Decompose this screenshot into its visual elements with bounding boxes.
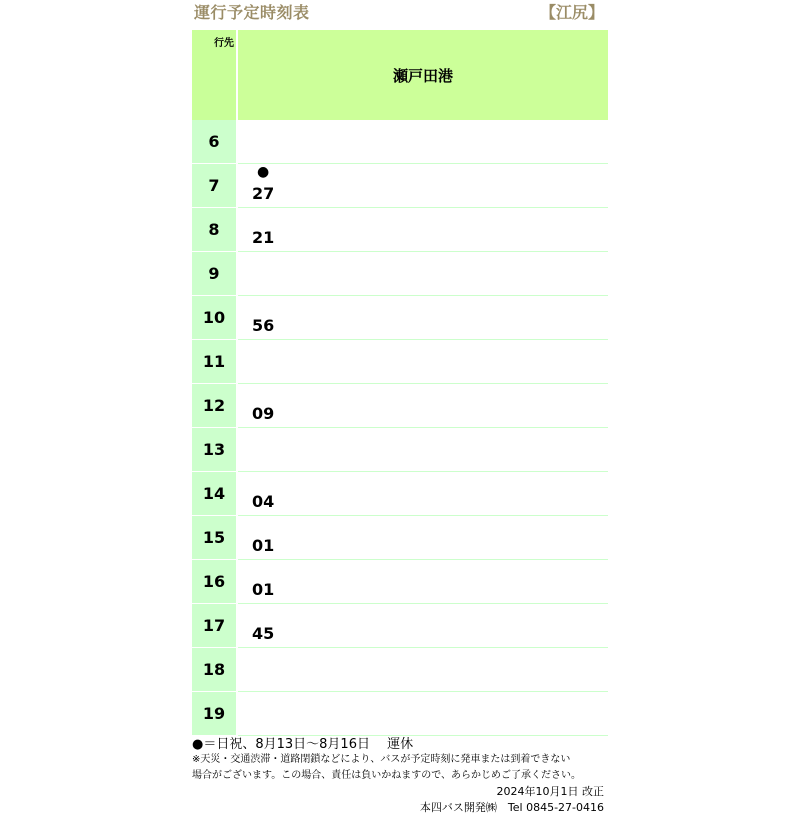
hour-cell: 6 <box>192 120 237 164</box>
minutes-cell <box>237 384 608 428</box>
departure <box>252 384 282 427</box>
timetable-row <box>192 164 608 208</box>
departure-minute: 45 <box>252 624 275 643</box>
timetable-row <box>192 472 608 516</box>
title-row <box>192 0 608 30</box>
disclaimer-line-2: 場合がございます。この場合、責任は負いかねますので、あらかじめご了承ください。 <box>192 770 581 781</box>
departure-minute: 27 <box>252 184 275 203</box>
departure <box>252 472 282 515</box>
minutes-cell <box>237 164 608 208</box>
timetable-row <box>192 208 608 252</box>
destination-label-cell <box>192 30 237 120</box>
minutes-cell <box>237 560 608 604</box>
minutes-cell <box>237 692 608 736</box>
departure <box>252 428 282 471</box>
minutes-cell <box>237 296 608 340</box>
departure <box>252 692 282 735</box>
timetable-row <box>192 340 608 384</box>
minutes-cell <box>237 472 608 516</box>
timetable <box>192 0 608 816</box>
hour-cell: 10 <box>192 296 237 340</box>
minutes-cell <box>237 604 608 648</box>
revision-date: 2024年10月1日 改正 <box>496 785 604 798</box>
destination-name: 瀬戸田港 <box>237 30 608 120</box>
timetable-row <box>192 252 608 296</box>
disclaimer-line-1: ※天災・交通渋滞・道路閉鎖などにより、バスが予定時刻に発車または到着できない <box>192 754 571 765</box>
departure <box>252 252 282 295</box>
departure <box>252 164 282 207</box>
departure-minute: 01 <box>252 580 275 599</box>
timetable-row <box>192 648 608 692</box>
timetable-row <box>192 296 608 340</box>
hour-cell: 14 <box>192 472 237 516</box>
hour-cell: 11 <box>192 340 237 384</box>
legend-note: ●＝日祝、8月13日～8月16日 運休 <box>192 737 414 752</box>
holiday-suspended-mark: ● <box>257 164 270 180</box>
hour-cell: 19 <box>192 692 237 736</box>
minutes-cell <box>237 120 608 164</box>
departure <box>252 296 282 339</box>
departure <box>252 120 282 163</box>
hour-cell: 16 <box>192 560 237 604</box>
timetable-row <box>192 516 608 560</box>
hour-cell: 17 <box>192 604 237 648</box>
departure <box>252 648 282 691</box>
timetable-row <box>192 428 608 472</box>
timetable-row <box>192 384 608 428</box>
minutes-cell <box>237 340 608 384</box>
stop-name: 【江尻】 <box>539 3 604 22</box>
hour-cell: 13 <box>192 428 237 472</box>
departure-minute: 21 <box>252 228 275 247</box>
timetable-row <box>192 120 608 164</box>
hour-cell: 18 <box>192 648 237 692</box>
footer-notes <box>192 737 608 816</box>
departure-minute: 04 <box>252 492 275 511</box>
timetable-row <box>192 692 608 736</box>
timetable-row <box>192 604 608 648</box>
departure-minute: 09 <box>252 404 275 423</box>
minutes-cell <box>237 648 608 692</box>
departure <box>252 340 282 383</box>
departure <box>252 560 282 603</box>
minutes-cell <box>237 428 608 472</box>
departure-minute: 01 <box>252 536 275 555</box>
departure <box>252 604 282 647</box>
hour-cell: 7 <box>192 164 237 208</box>
hour-cell: 12 <box>192 384 237 428</box>
hour-cell: 15 <box>192 516 237 560</box>
minutes-cell <box>237 516 608 560</box>
minutes-cell <box>237 208 608 252</box>
timetable-row <box>192 560 608 604</box>
destination-label: 行先 <box>214 38 234 49</box>
departure-minute: 56 <box>252 316 275 335</box>
departure <box>252 516 282 559</box>
minutes-cell <box>237 252 608 296</box>
header-row <box>192 30 608 120</box>
timetable-title: 運行予定時刻表 <box>194 3 310 22</box>
departure <box>252 208 282 251</box>
hour-cell: 8 <box>192 208 237 252</box>
company-contact: 本四バス開発㈱ Tel 0845-27-0416 <box>419 801 604 814</box>
timetable-grid <box>192 30 608 736</box>
hour-cell: 9 <box>192 252 237 296</box>
